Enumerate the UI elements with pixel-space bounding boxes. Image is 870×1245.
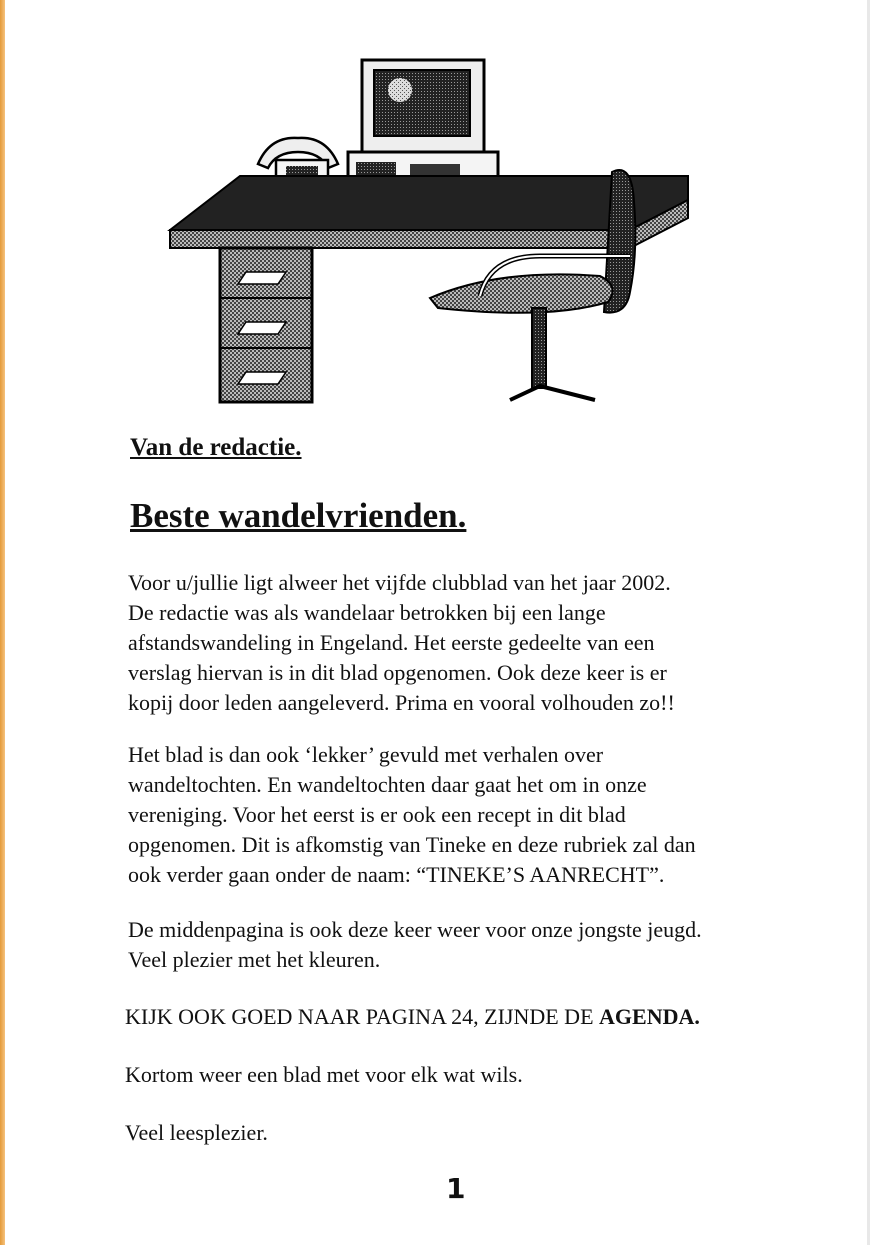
paragraph-agenda-notice [125, 1002, 785, 1032]
paragraph-middle-page [128, 915, 788, 975]
text-line: De redactie was als wandelaar betrokken bij een lange [128, 600, 606, 625]
page-edge-left [0, 0, 5, 1245]
text-line: verslag hiervan is in dit blad opgenomen. Ook deze keer is er [128, 660, 667, 685]
text-line: opgenomen. Dit is afkomstig van Tineke en deze rubriek zal dan [128, 832, 696, 857]
text-line: afstandswandeling in Engeland. Het eerste gedeelte van een [128, 630, 655, 655]
page-title: Beste wandelvrienden. [130, 496, 467, 535]
paragraph-closing: Veel leesplezier. [125, 1120, 268, 1145]
text-line: wandeltochten. En wandeltochten daar gaat het om in onze [128, 772, 647, 797]
text-line: Veel plezier met het kleuren. [128, 947, 381, 972]
monitor [362, 60, 484, 152]
text-line: De middenpagina is ook deze keer weer voor onze jongste jeugd. [128, 917, 702, 942]
paragraph-summary: Kortom weer een blad met voor elk wat wils. [125, 1062, 523, 1087]
text-line: ook verder gaan onder de naam: “TINEKE’S AANRECHT”. [128, 862, 665, 887]
paragraph-intro [128, 568, 788, 718]
paragraph-content [128, 740, 788, 890]
section-heading: Van de redactie. [130, 434, 302, 461]
text-line: Voor u/jullie ligt alweer het vijfde clubblad van het jaar 2002. [128, 570, 671, 595]
text-line: vereniging. Voor het eerst is er ook een recept in dit blad [128, 802, 626, 827]
text-line: Het blad is dan ook ‘lekker’ gevuld met verhalen over [128, 742, 604, 767]
agenda-emphasis: AGENDA. [599, 1004, 700, 1029]
text-line: kopij door leden aangeleverd. Prima en vooral volhouden zo!! [128, 690, 675, 715]
page-number: 1 [446, 1172, 466, 1205]
office-desk-with-computer-icon [160, 52, 695, 412]
text-line: KIJK OOK GOED NAAR PAGINA 24, ZIJNDE DE [125, 1004, 600, 1029]
